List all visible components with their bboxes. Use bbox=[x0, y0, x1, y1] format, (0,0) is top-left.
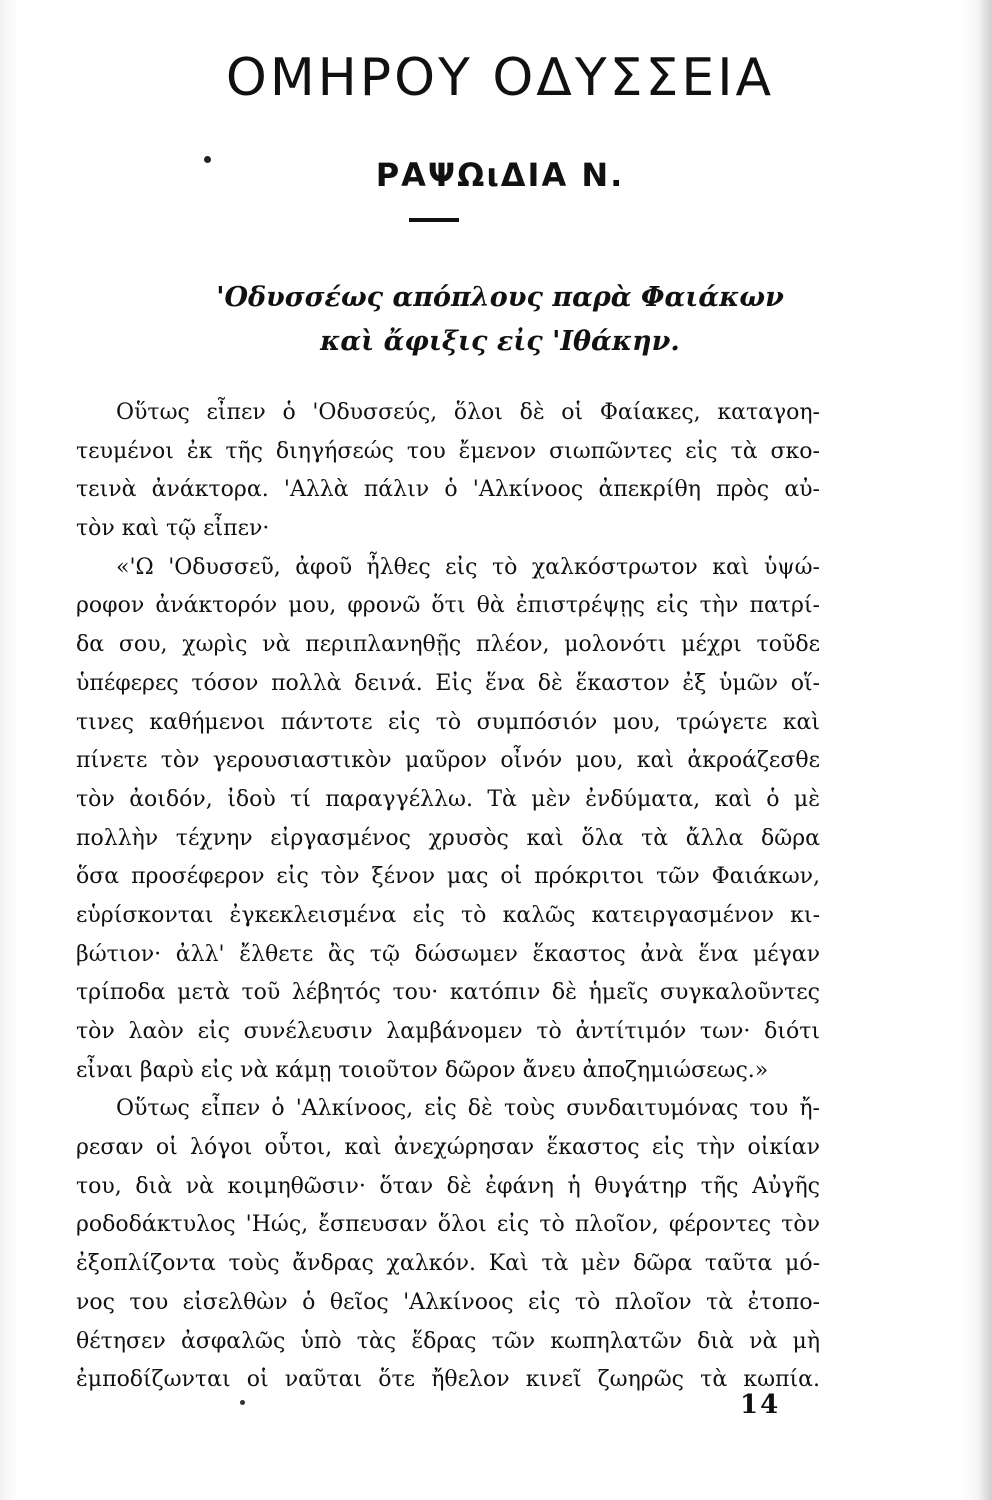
text-line: τεινὰ ἀνάκτορα. 'Αλλὰ πάλιν ὁ 'Αλκίνοος ἀπεκρίθη πρὸς αὐ- bbox=[76, 477, 820, 503]
chapter-summary-line-1: 'Οδυσσέως απόπλους παρὰ Φαιάκων bbox=[216, 282, 784, 313]
text-line: πίνετε τὸν γερουσιαστικὸν μαῦρον οἶνόν μου, καὶ ἀκροάζεσθε bbox=[76, 748, 820, 774]
text-line: εἶναι βαρὺ εἰς νὰ κάμῃ τοιοῦτον δῶρον ἄνευ ἀποζημιώσεως.» bbox=[76, 1057, 769, 1083]
chapter-heading: ΡΑΨΩιΔΙΑ Ν. bbox=[375, 156, 625, 194]
text-line: ροφον ἀνάκτορόν μου, φρονῶ ὅτι θὰ ἐπιστρέψῃς εἰς τὴν πατρί- bbox=[76, 593, 820, 619]
text-line: εὑρίσκονται ἐγκεκλεισμένα εἰς τὸ καλῶς κατειργασμένον κι- bbox=[76, 902, 820, 928]
text-line: ὑπέφερες τόσον πολλὰ δεινά. Εἰς ἕνα δὲ ἕκαστον ἐξ ὑμῶν οἵ- bbox=[76, 670, 820, 696]
heading-divider bbox=[409, 218, 459, 222]
text-line: τρίποδα μετὰ τοῦ λέβητός του· κατόπιν δὲ ἡμεῖς συγκαλοῦντες bbox=[76, 980, 820, 1006]
text-line: ἐμποδίζωνται οἱ ναῦται ὅτε ἤθελον κινεῖ ζωηρῶς τὰ κωπία. bbox=[76, 1367, 820, 1393]
text-line: τινες καθήμενοι πάντοτε εἰς τὸ συμπόσιόν μου, τρώγετε καὶ bbox=[76, 709, 820, 735]
body-text bbox=[76, 394, 820, 1400]
text-line: νος του εἰσελθὼν ὁ θεῖος 'Αλκίνοος εἰς τὸ πλοῖον τὰ ἐτοπο- bbox=[76, 1289, 820, 1315]
book-title: ΟΜΗΡΟΥ ΟΔΥΣΣΕΙΑ bbox=[225, 48, 775, 108]
text-line: Οὕτως εἶπεν ὁ 'Αλκίνοος, εἰς δὲ τοὺς συνδαιτυμόνας του ἤ- bbox=[116, 1096, 820, 1122]
chapter-summary-line-2: καὶ ἄφιξις εἰς 'Ιθάκην. bbox=[320, 326, 680, 357]
page-number: 14 bbox=[740, 1390, 781, 1420]
text-line: του, διὰ νὰ κοιμηθῶσιν· ὅταν δὲ ἐφάνη ἡ θυγάτηρ τῆς Αὐγῆς bbox=[76, 1173, 820, 1199]
text-line: τευμένοι ἐκ τῆς διηγήσεώς του ἔμενον σιωπῶντες εἰς τὰ σκο- bbox=[76, 438, 820, 464]
text-line: θέτησεν ἀσφαλῶς ὑπὸ τὰς ἕδρας τῶν κωπηλατῶν διὰ νὰ μὴ bbox=[76, 1328, 820, 1354]
page-edge-shadow bbox=[978, 0, 992, 1500]
text-line: τὸν ἀοιδόν, ἰδοὺ τί παραγγέλλω. Τὰ μὲν ἐνδύματα, καὶ ὁ μὲ bbox=[76, 786, 820, 812]
print-speck bbox=[240, 1400, 245, 1405]
text-line: δα σου, χωρὶς νὰ περιπλανηθῇς πλέον, μολονότι μέχρι τοῦδε bbox=[76, 632, 820, 658]
text-line: τὸν λαὸν εἰς συνέλευσιν λαμβάνομεν τὸ ἀντίτιμόν των· διότι bbox=[76, 1019, 820, 1044]
text-line: ρεσαν οἱ λόγοι οὗτοι, καὶ ἀνεχώρησαν ἕκαστος εἰς τὴν οἰκίαν bbox=[76, 1135, 820, 1161]
text-line: ροδοδάκτυλος 'Ηώς, ἔσπευσαν ὅλοι εἰς τὸ πλοῖον, φέροντες τὸν bbox=[76, 1212, 820, 1238]
text-line: ἐξοπλίζοντα τοὺς ἄνδρας χαλκόν. Καὶ τὰ μὲν δῶρα ταῦτα μό- bbox=[76, 1251, 820, 1277]
text-line: Οὕτως εἶπεν ὁ 'Οδυσσεύς, ὅλοι δὲ οἱ Φαίακες, καταγοη- bbox=[116, 400, 820, 425]
text-line: «'Ω 'Οδυσσεῦ, ἀφοῦ ἦλθες εἰς τὸ χαλκόστρωτον καὶ ὑψώ- bbox=[116, 554, 820, 580]
text-line: τὸν καὶ τῷ εἶπεν· bbox=[76, 516, 270, 542]
text-line: ὅσα προσέφερον εἰς τὸν ξένον μας οἱ πρόκριτοι τῶν Φαιάκων, bbox=[76, 864, 820, 890]
text-line: βώτιον· ἀλλ' ἔλθετε ἂς τῷ δώσωμεν ἕκαστος ἀνὰ ἕνα μέγαν bbox=[76, 941, 820, 967]
text-line: πολλὴν τέχνην εἰργασμένος χρυσὸς καὶ ὅλα τὰ ἄλλα δῶρα bbox=[76, 825, 820, 851]
